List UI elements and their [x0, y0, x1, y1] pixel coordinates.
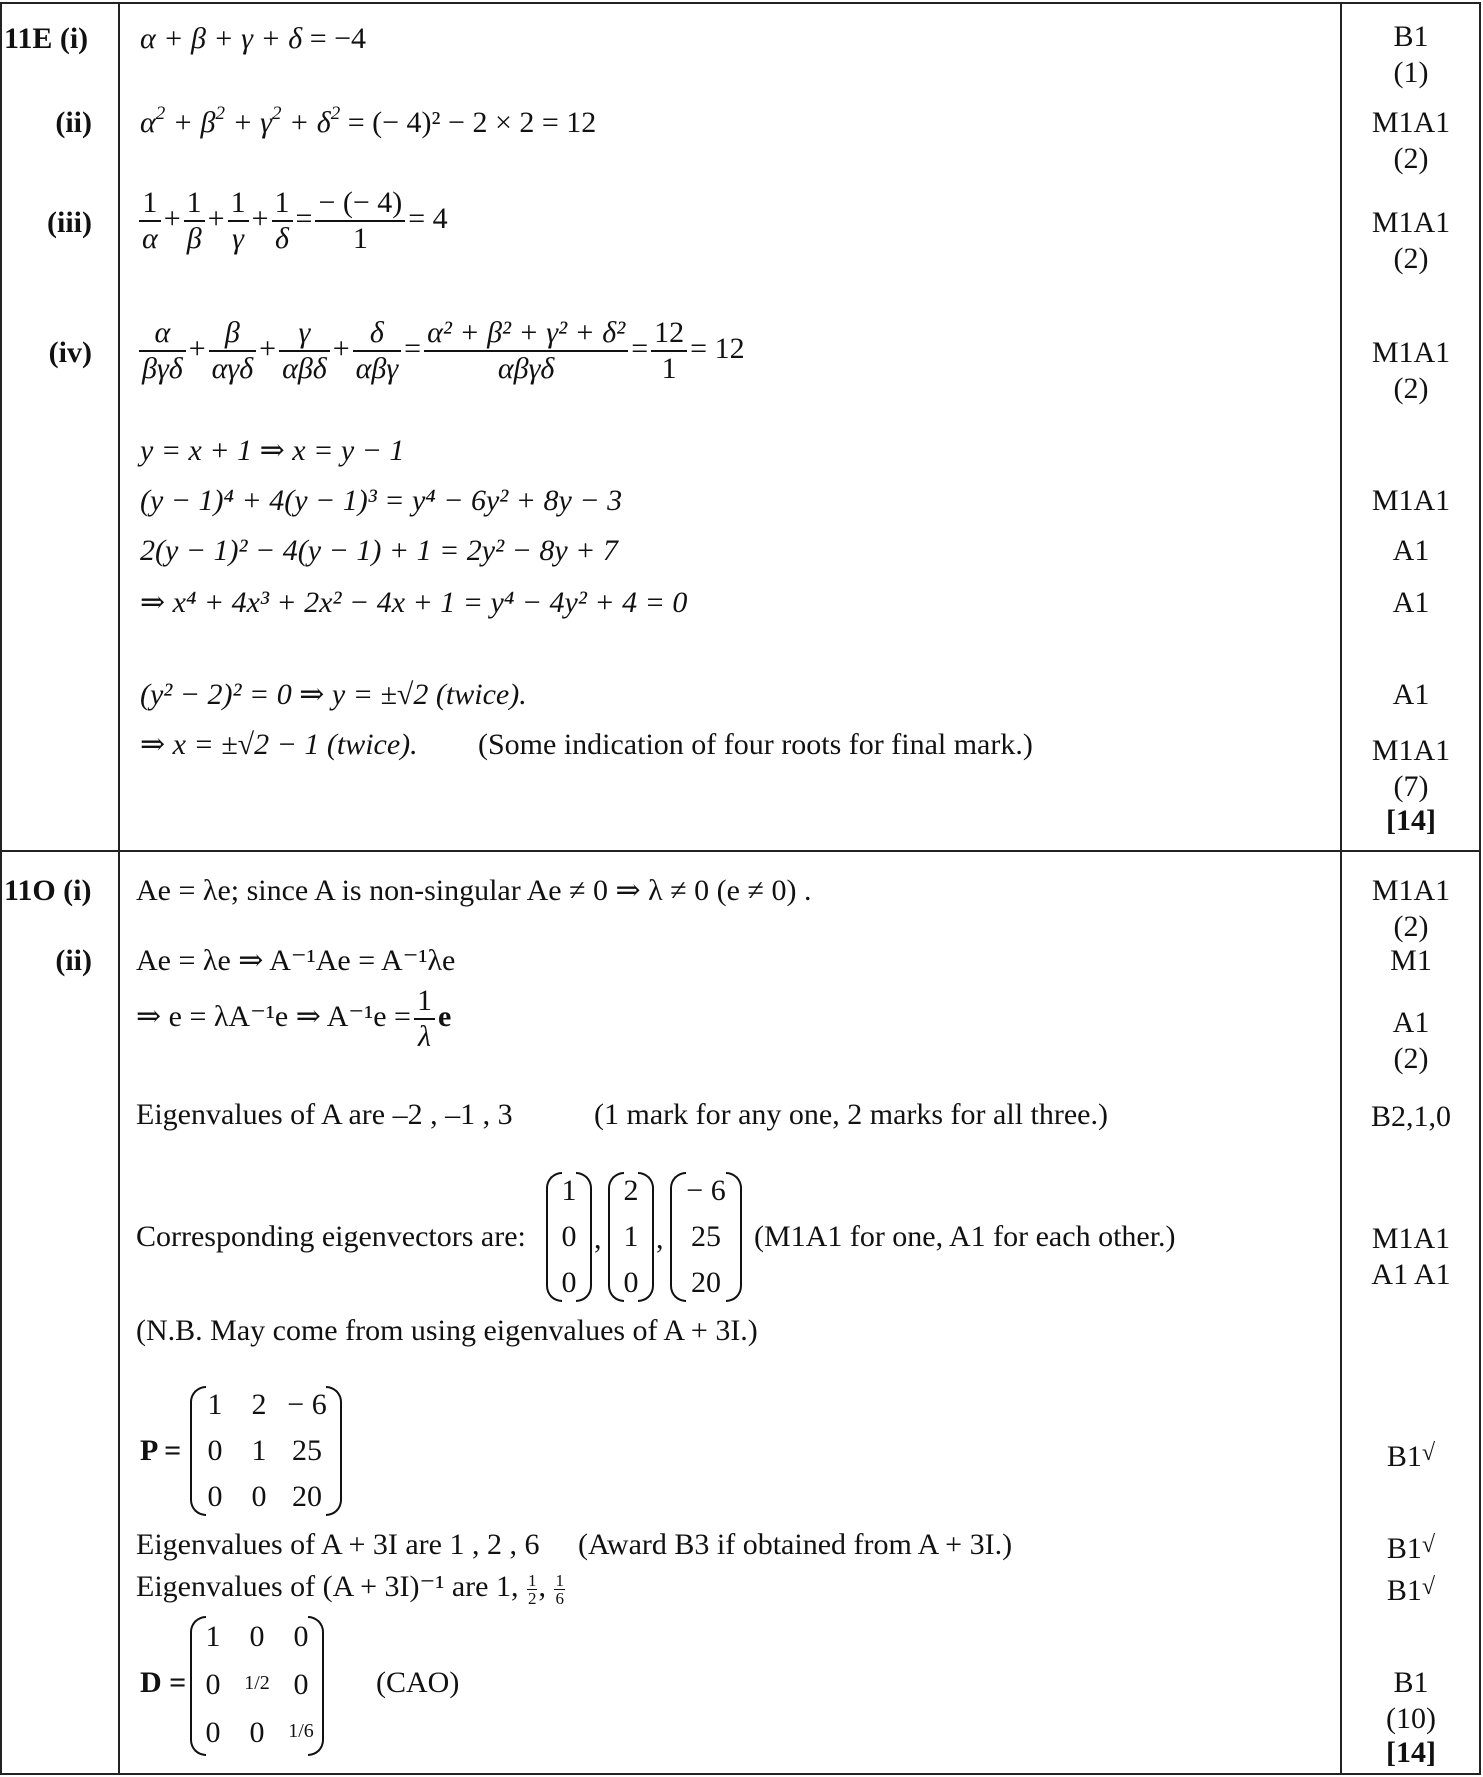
expansion-line-1: (y − 1)⁴ + 4(y − 1)³ = y⁴ − 6y² + 8y − 3 [140, 484, 623, 517]
matrix-p-entry: 1 [251, 1434, 267, 1467]
cao-note: (CAO) [376, 1666, 460, 1699]
matrix-p-entry: − 6 [287, 1388, 327, 1421]
matrix-d-entry: 1 [205, 1620, 221, 1653]
eigen-nonsingular-line: Ae = λe; since A is non-singular Ae ≠ 0 ⇒ λ ≠ 0 (e ≠ 0) . [136, 874, 812, 907]
matrix-p-entry: 20 [292, 1480, 322, 1513]
fraction-sum-numerator: α² + β² + γ² + δ² [424, 316, 628, 352]
reciprocal-rhs: = 4 [408, 201, 448, 235]
expansion-line-2: 2(y − 1)² − 4(y − 1) + 1 = 2y² − 8y + 7 [140, 534, 618, 567]
mark-subtotal: (1) [1393, 56, 1429, 89]
part-label-ii: (ii) [55, 106, 92, 139]
mark-m1a1: M1A1 [1371, 874, 1451, 907]
matrix-p-label: P = [140, 1434, 182, 1467]
eigenvalues-inverse-text: Eigenvalues of (A + 3I)⁻¹ are 1, [136, 1570, 519, 1603]
check-icon: √ [1421, 1532, 1436, 1558]
mark-b2-1-0: B2,1,0 [1370, 1100, 1451, 1133]
sum-squares-rhs: = (− 4)² − 2 × 2 = 12 [347, 106, 597, 139]
root-line-note: (Some indication of four roots for final mark.) [478, 728, 1033, 761]
expansion-line-3: ⇒ x⁴ + 4x³ + 2x² − 4x + 1 = y⁴ − 4y² + 4 = 0 [140, 586, 688, 619]
eigenvalues-shifted-line: Eigenvalues of A + 3I are 1 , 2 , 6 [136, 1528, 540, 1561]
matrix-d-entry: 1/2 [244, 1672, 270, 1694]
mark-b1-follow-through: B1√ [1386, 1440, 1436, 1473]
mark-subtotal: (2) [1393, 910, 1429, 943]
check-icon: √ [1421, 1440, 1436, 1466]
reciprocal-numerator: − (− 4) [315, 186, 405, 222]
table-border-left [0, 2, 2, 1775]
eigenvalues-line: Eigenvalues of A are –2 , –1 , 3 [136, 1098, 513, 1131]
table-border-top [0, 2, 1481, 4]
eigenvector-entry: 1 [623, 1220, 639, 1253]
mark-m1: M1 [1390, 944, 1432, 977]
sum-lhs: α + β + γ + δ [140, 22, 303, 55]
root-line-y: (y² − 2)² = 0 ⇒ y = ±√2 (twice). [140, 678, 527, 711]
equation-sum-squares: $\alpha^2 + \beta^2 + \gamma^2 + \delta^2$ = (− 4)² − 2 × 2 = 12 [140, 103, 597, 139]
inverse-frac-den: λ [417, 1020, 431, 1053]
matrix-p-entry: 2 [251, 1388, 267, 1421]
mark-total: [14] [1386, 804, 1436, 837]
matrix-d-label: D = [140, 1666, 187, 1699]
matrix-d [190, 1616, 324, 1756]
eigenvector-1 [546, 1172, 592, 1302]
fraction-12-denominator: 1 [661, 352, 677, 385]
mark-a1: A1 [1392, 586, 1430, 619]
eigenvector-entry: 25 [691, 1220, 721, 1253]
eigenvalues-shifted-note: (Award B3 if obtained from A + 3I.) [578, 1528, 1013, 1561]
mark-a1-a1: A1 A1 [1371, 1258, 1451, 1291]
eigenvectors-note: (M1A1 for one, A1 for each other.) [754, 1220, 1176, 1253]
mark-a1: A1 [1392, 678, 1430, 711]
eigenvector-entry: − 6 [686, 1174, 726, 1207]
eigenvector-3 [670, 1172, 742, 1302]
fraction-sum-rhs: = 12 [690, 331, 745, 365]
question-divider [0, 850, 1481, 852]
matrix-p-entry: 0 [207, 1480, 223, 1513]
matrix-p-entry: 1 [207, 1388, 223, 1421]
mark-subtotal: (2) [1393, 242, 1429, 275]
column-divider-label [118, 2, 120, 1775]
reciprocal-denominator: 1 [352, 222, 368, 255]
mark-a1: A1 [1392, 1006, 1430, 1039]
matrix-d-entry: 1/6 [288, 1720, 314, 1742]
matrix-d-entry: 0 [249, 1620, 265, 1653]
mark-subtotal: (10) [1386, 1702, 1436, 1735]
sum-rhs: = −4 [309, 22, 367, 55]
nb-note: (N.B. May come from using eigenvalues of A + 3I.) [136, 1314, 758, 1347]
eigenvector-entry: 0 [561, 1220, 577, 1253]
matrix-d-entry: 0 [293, 1620, 309, 1653]
inverse-line-2-rhs: e [437, 999, 452, 1033]
inverse-eig-frac-num: 1 [527, 1570, 537, 1590]
eigenvector-entry: 0 [623, 1266, 639, 1299]
fraction-sum-denominator: αβγδ [497, 352, 555, 385]
equation-sum-reciprocals: $\frac{1}{\alpha}$ + $\frac{1}{\beta}$ + $\frac{1}{\gamma}$ + $\frac{1}{\delta}$ = $\frac{- (- 4)}{1}$ = 4 [136, 186, 448, 256]
equation-sum-roots [140, 22, 366, 56]
mark-subtotal: (2) [1393, 1042, 1429, 1075]
eigenvector-entry: 20 [691, 1266, 721, 1299]
mark-b1: B1 [1393, 20, 1429, 53]
fraction-12-numerator: 12 [651, 316, 687, 352]
root-line-x: ⇒ x = ±√2 − 1 (twice). [140, 728, 418, 761]
mark-total: [14] [1386, 1736, 1436, 1769]
inverse-eig-frac-num: 1 [555, 1570, 564, 1590]
inverse-eig-frac-den: 2 [527, 1588, 537, 1608]
question-label-11e-i: 11E (i) [4, 22, 89, 55]
substitution-line: y = x + 1 ⇒ x = y − 1 [140, 434, 405, 467]
matrix-d-entry: 0 [293, 1668, 309, 1701]
eigenvector-entry: 2 [623, 1174, 639, 1207]
mark-subtotal: (2) [1393, 372, 1429, 405]
mark-m1a1: M1A1 [1371, 106, 1451, 139]
matrix-p-entry: 0 [251, 1480, 267, 1513]
inverse-line-1: Ae = λe ⇒ A⁻¹Ae = A⁻¹λe [136, 944, 456, 977]
eigenvalues-inverse-line: Eigenvalues of (A + 3I)⁻¹ are 1, $\frac{1}{2}$ , $\frac{1}{6}$ [136, 1570, 564, 1608]
mark-m1a1: M1A1 [1371, 734, 1451, 767]
matrix-p-entry: 25 [292, 1434, 322, 1467]
mark-m1a1: M1A1 [1371, 206, 1451, 239]
eigenvalues-note: (1 mark for any one, 2 marks for all three.) [594, 1098, 1108, 1131]
inverse-line-2 [136, 984, 451, 1054]
eigenvector-entry: 1 [561, 1174, 577, 1207]
question-label-11o-i: 11O (i) [4, 874, 92, 907]
matrix-d-entry: 0 [205, 1668, 221, 1701]
table-border-bottom [0, 1773, 1481, 1775]
check-icon: √ [1421, 1574, 1436, 1600]
mark-b1-follow-through: B1√ [1386, 1532, 1436, 1565]
matrix-d-entry: 0 [249, 1716, 265, 1749]
part-label-iii: (iii) [47, 206, 92, 239]
mark-b1-follow-through: B1√ [1386, 1574, 1436, 1607]
mark-a1: A1 [1392, 534, 1430, 567]
mark-subtotal: (7) [1393, 770, 1429, 803]
mark-b1: B1 [1393, 1666, 1429, 1699]
mark-m1a1: M1A1 [1371, 484, 1451, 517]
inverse-eig-frac-den: 6 [555, 1588, 564, 1608]
mark-subtotal: (2) [1393, 142, 1429, 175]
matrix-p [190, 1386, 342, 1516]
mark-m1a1: M1A1 [1371, 336, 1451, 369]
inverse-frac-num: 1 [414, 984, 435, 1020]
matrix-d-entry: 0 [205, 1716, 221, 1749]
eigenvectors-line: Corresponding eigenvectors are: [136, 1220, 526, 1253]
matrix-p-entry: 0 [207, 1434, 223, 1467]
equation-fraction-sum: $\frac{\alpha}{\text{βγδ}}$ + $\frac{\beta}{\text{αγδ}}$ + $\frac{\gamma}{\text{αβδ}}$ + $\frac{\delta}{\text{αβγ}}$ = $\frac{\text{α² + β² + γ² + δ²}}{\text{αβγδ}}$ = $\frac{12}{1}$ = 12 [136, 316, 745, 386]
inverse-line-2-lhs: ⇒ e = λA⁻¹e ⇒ A⁻¹e = [136, 999, 411, 1033]
part-label-iv: (iv) [48, 336, 92, 369]
vector-comma: , [594, 1222, 602, 1255]
part-label-ii: (ii) [55, 944, 92, 977]
eigenvector-2 [608, 1172, 654, 1302]
eigenvector-entry: 0 [561, 1266, 577, 1299]
mark-m1a1: M1A1 [1371, 1222, 1451, 1255]
vector-comma: , [656, 1222, 664, 1255]
